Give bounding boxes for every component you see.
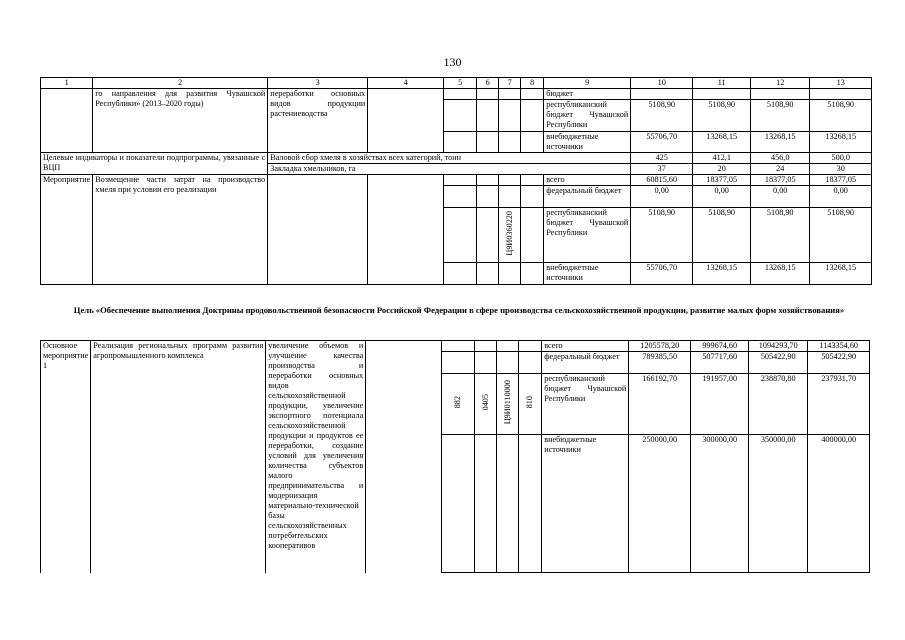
column-number-row [41, 78, 872, 89]
value-cell: 18377,05 [810, 175, 872, 186]
col-number: 3 [268, 78, 368, 89]
col-number: 6 [477, 78, 499, 89]
value-cell: 5108,90 [631, 100, 693, 132]
activity-type-cell: Основное мероприятие 1 [41, 341, 91, 573]
value-cell: 1143354,60 [808, 341, 870, 352]
table-row [41, 175, 872, 186]
col-number: 4 [368, 78, 444, 89]
value-cell: 18377,05 [693, 175, 751, 186]
source-cell: федеральный бюджет [544, 186, 631, 208]
value-cell: 5108,90 [810, 100, 872, 132]
value-cell: 500,0 [810, 153, 872, 164]
col-number: 12 [751, 78, 810, 89]
value-cell: 191957,00 [691, 374, 749, 435]
value-cell: 350000,00 [749, 435, 808, 573]
indicators-label: Целевые индикаторы и показатели подпрограммы, увязанные с ВЦП [41, 153, 268, 175]
value-cell: 0,00 [631, 186, 693, 208]
col-number: 8 [521, 78, 544, 89]
col-number: 10 [631, 78, 693, 89]
col-number: 13 [810, 78, 872, 89]
source-cell: всего [542, 341, 629, 352]
program-table-top [40, 77, 872, 285]
source-cell: внебюджетные источники [542, 435, 629, 573]
source-cell: внебюджетные источники [544, 132, 631, 153]
page-number: 130 [443, 55, 462, 69]
value-cell: 0,00 [693, 186, 751, 208]
value-cell: 13268,15 [751, 263, 810, 285]
value-cell: 507717,60 [691, 352, 749, 374]
col-number: 11 [693, 78, 751, 89]
value-cell: 13268,15 [810, 263, 872, 285]
value-cell: 425 [631, 153, 693, 164]
table-row [41, 89, 872, 100]
indicator-row [41, 153, 872, 164]
indicator-name: Закладка хмельников, га [268, 164, 631, 175]
col-number: 9 [544, 78, 631, 89]
col-number: 5 [444, 78, 477, 89]
indicator-name: Валовой сбор хмеля в хозяйствах всех категорий, тонн [268, 153, 631, 164]
value-cell: 505422,90 [749, 352, 808, 374]
value-cell: 300000,00 [691, 435, 749, 573]
table-row [41, 341, 870, 352]
value-cell: 0,00 [810, 186, 872, 208]
expense-type-cell: 810 [519, 374, 542, 435]
source-cell: республиканский бюджет Чувашской Республики [544, 100, 631, 132]
value-cell: 24 [751, 164, 810, 175]
value-cell: 20 [693, 164, 751, 175]
value-cell: 5108,90 [751, 100, 810, 132]
value-cell: 13268,15 [810, 132, 872, 153]
goal-heading: Цель «Обеспечение выполнения Доктрины продовольственной безопасности Российской Федерации в сфере производства сельскохозяйственной продукции, развитие малых форм хозяйствования» [73, 305, 845, 315]
activity-type-cell: Мероприятие [41, 175, 93, 285]
value-cell: 30 [810, 164, 872, 175]
value-cell: 5108,90 [631, 208, 693, 263]
col-number: 1 [41, 78, 93, 89]
value-cell: 999674,60 [691, 341, 749, 352]
source-cell: республиканский бюджет Чувашской Республики [544, 208, 631, 263]
value-cell: 166192,70 [629, 374, 691, 435]
value-cell: 55706,70 [631, 132, 693, 153]
target-code-cell: Ц9И0110000 [497, 374, 519, 435]
col-number: 7 [499, 78, 521, 89]
value-cell: 18377,05 [751, 175, 810, 186]
value-cell: 238870,80 [749, 374, 808, 435]
value-cell: 5108,90 [751, 208, 810, 263]
source-cell: бюджет [544, 89, 631, 100]
value-cell: 456,0 [751, 153, 810, 164]
value-cell: 60815,60 [631, 175, 693, 186]
value-cell: 13268,15 [751, 132, 810, 153]
value-cell: 13268,15 [693, 132, 751, 153]
expected-result-cell: переработки основных видов продукции растениеводства [268, 89, 368, 153]
value-cell: 237931,70 [808, 374, 870, 435]
activity-name-cell: Возмещение части затрат на производство хмеля при условии его реализации [93, 175, 268, 285]
value-cell: 400000,00 [808, 435, 870, 573]
source-cell: внебюджетные источники [544, 263, 631, 285]
col-number: 2 [93, 78, 268, 89]
expected-result-cell: увеличение объемов и улучшение качества производства и переработки основных видов сельскохозяйственной продукции, увеличение экспортного потенциала сельскохозяйственной продукции и продуктов ее переработки, создание условий для увеличения количества субъектов малого предпринимательства и модернизация материально-технической базы сельскохозяйственных потребительских кооперативов [266, 341, 366, 573]
activity-name-cell: Реализация региональных программ развития агропромышленного комплекса [91, 341, 266, 573]
value-cell: 5108,90 [810, 208, 872, 263]
value-cell: 55706,70 [631, 263, 693, 285]
value-cell: 5108,90 [693, 100, 751, 132]
program-name-cell: го направления для развития Чувашской Республики» (2013–2020 годы) [93, 89, 268, 153]
value-cell: 250000,00 [629, 435, 691, 573]
value-cell: 13268,15 [693, 263, 751, 285]
section-code-cell: 0405 [475, 374, 497, 435]
value-cell: 412,1 [693, 153, 751, 164]
value-cell: 37 [631, 164, 693, 175]
value-cell: 0,00 [751, 186, 810, 208]
ministry-code-cell: 882 [442, 374, 475, 435]
target-code-cell: Ц9И0360220 [499, 208, 521, 263]
value-cell: 1205578,20 [629, 341, 691, 352]
program-table-bottom [40, 340, 870, 573]
value-cell: 5108,90 [693, 208, 751, 263]
value-cell: 789385,50 [629, 352, 691, 374]
value-cell: 505422,90 [808, 352, 870, 374]
source-cell: федеральный бюджет [542, 352, 629, 374]
source-cell: всего [544, 175, 631, 186]
value-cell: 1094293,70 [749, 341, 808, 352]
source-cell: республиканский бюджет Чувашской Республики [542, 374, 629, 435]
